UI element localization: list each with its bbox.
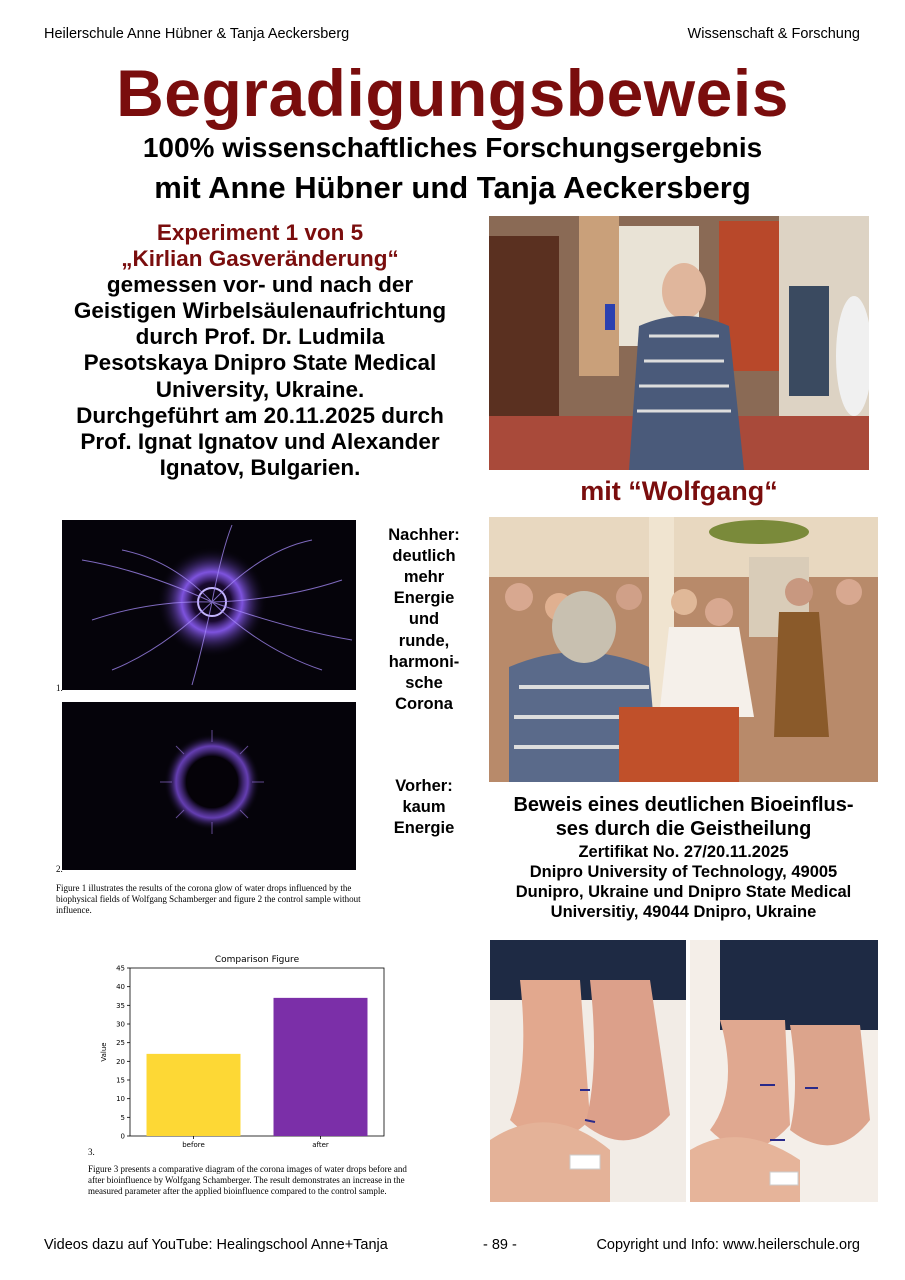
figure-number-2: 2. — [56, 864, 63, 874]
cert-line-3: Dunipro, Ukraine und Dnipro State Medical — [515, 883, 852, 902]
y-tick-label: 15 — [116, 1076, 125, 1085]
photo-wolfgang-holding-bottle — [489, 216, 869, 470]
y-tick-label: 30 — [116, 1020, 125, 1029]
experiment-number: Experiment 1 von 5 — [156, 220, 364, 245]
experiment-body-3: durch Prof. Dr. Ludmila — [135, 324, 385, 350]
y-tick-label: 45 — [116, 964, 125, 973]
vorher-line-2: kaum — [402, 798, 446, 817]
y-tick-label: 40 — [116, 983, 125, 992]
kirlian-image-before — [62, 702, 356, 870]
figure-number-3: 3. — [88, 1147, 95, 1157]
figure-3-caption: Figure 3 presents a comparative diagram of the corona images of water drops before and after bioinfluence by Wolfgang Schamberger. The result demonstrates an increase in the measured parameter after the applied bioinfluence compared to the control sample. — [88, 1164, 407, 1196]
y-tick-label: 0 — [120, 1132, 125, 1141]
photo-feet-after-illustration — [690, 940, 878, 1202]
vorher-line-1: Vorher: — [395, 777, 453, 795]
y-tick-label: 5 — [120, 1113, 125, 1122]
header-left: Heilerschule Anne Hübner & Tanja Aeckersberg — [44, 26, 350, 42]
figure-1-caption: Figure 1 illustrates the results of the corona glow of water drops influenced by the biophysical fields of Wolfgang Schamberger and figure 2 the control sample without influence. — [56, 883, 361, 915]
footer-right: Copyright und Info: www.heilerschule.org — [596, 1237, 860, 1253]
photo-group-session — [489, 517, 878, 782]
photo-feet-before — [490, 940, 686, 1202]
nachher-text — [372, 525, 476, 715]
y-axis-label: Value — [100, 1042, 108, 1062]
vorher-line-3: Energie — [393, 819, 455, 838]
nachher-line-3: mehr — [403, 568, 445, 587]
photo-wolfgang-illustration — [489, 216, 869, 470]
footer-left: Videos dazu auf YouTube: Healingschool Anne+Tanja — [44, 1237, 388, 1253]
nachher-line-7: harmoni- — [388, 652, 460, 671]
experiment-body-2: Geistigen Wirbelsäulenaufrichtung — [73, 298, 447, 324]
subtitle-research: 100% wissenschaftliches Forschungsergebnis — [142, 132, 763, 163]
experiment-body-5: University, Ukraine. — [155, 376, 365, 402]
chart-title: Comparison Figure — [214, 955, 300, 965]
subtitle-authors: mit Anne Hübner und Tanja Aeckersberg — [154, 170, 751, 205]
bar-before — [147, 1054, 241, 1136]
photo-group-illustration — [489, 517, 878, 782]
experiment-body-4: Pesotskaya Dnipro State Medical — [83, 350, 437, 376]
photo-feet-before-illustration — [490, 940, 686, 1202]
y-tick-label: 25 — [116, 1039, 125, 1048]
header-right: Wissenschaft & Forschung — [687, 26, 860, 42]
experiment-body-8: Ignatov, Bulgarien. — [159, 454, 361, 480]
nachher-line-5: und — [408, 610, 440, 629]
nachher-line-2: deutlich — [392, 547, 456, 566]
experiment-body-6: Durchgeführt am 20.11.2025 durch — [76, 402, 444, 428]
nachher-line-9: Corona — [395, 694, 453, 713]
y-tick-label: 35 — [116, 1001, 125, 1010]
cert-line-1: Zertifikat No. 27/20.11.2025 — [578, 842, 789, 861]
nachher-line-8: sche — [405, 673, 443, 692]
x-tick-label-before: before — [182, 1141, 205, 1149]
photo-feet-after — [690, 940, 878, 1202]
photo-caption-wolfgang: mit “Wolfgang“ — [580, 476, 778, 506]
proof-line-2: ses durch die Geistheilung — [555, 818, 812, 841]
bar-after — [274, 998, 368, 1136]
nachher-line-6: runde, — [398, 631, 450, 650]
figure-number-1: 1. — [56, 683, 63, 693]
comparison-chart-svg — [88, 950, 388, 1160]
nachher-line-4: Energie — [393, 589, 455, 608]
experiment-name: „Kirlian Gasveränderung“ — [121, 246, 399, 272]
x-tick-label-after: after — [312, 1141, 329, 1149]
comparison-chart — [88, 950, 388, 1160]
nachher-line-1: Nachher: — [388, 526, 460, 544]
y-tick-label: 10 — [116, 1095, 125, 1104]
y-tick-label: 20 — [116, 1057, 125, 1066]
page-number: - 89 - — [483, 1237, 517, 1253]
corona-glow-before — [62, 702, 356, 870]
cert-line-2: Dnipro University of Technology, 49005 — [529, 862, 838, 881]
proof-line-1: Beweis eines deutlichen Bioeinflus- — [513, 794, 854, 816]
proof-block — [489, 793, 878, 922]
experiment-block — [40, 220, 480, 481]
experiment-body-7: Prof. Ignat Ignatov und Alexander — [80, 428, 440, 454]
experiment-body-1: gemessen vor- und nach der — [106, 272, 414, 298]
vorher-text — [372, 776, 476, 839]
cert-line-4: Universitiy, 49044 Dnipro, Ukraine — [550, 903, 817, 922]
page-title: Begradigungsbeweis — [116, 56, 789, 130]
corona-glow-after — [62, 520, 356, 690]
kirlian-image-after — [62, 520, 356, 690]
